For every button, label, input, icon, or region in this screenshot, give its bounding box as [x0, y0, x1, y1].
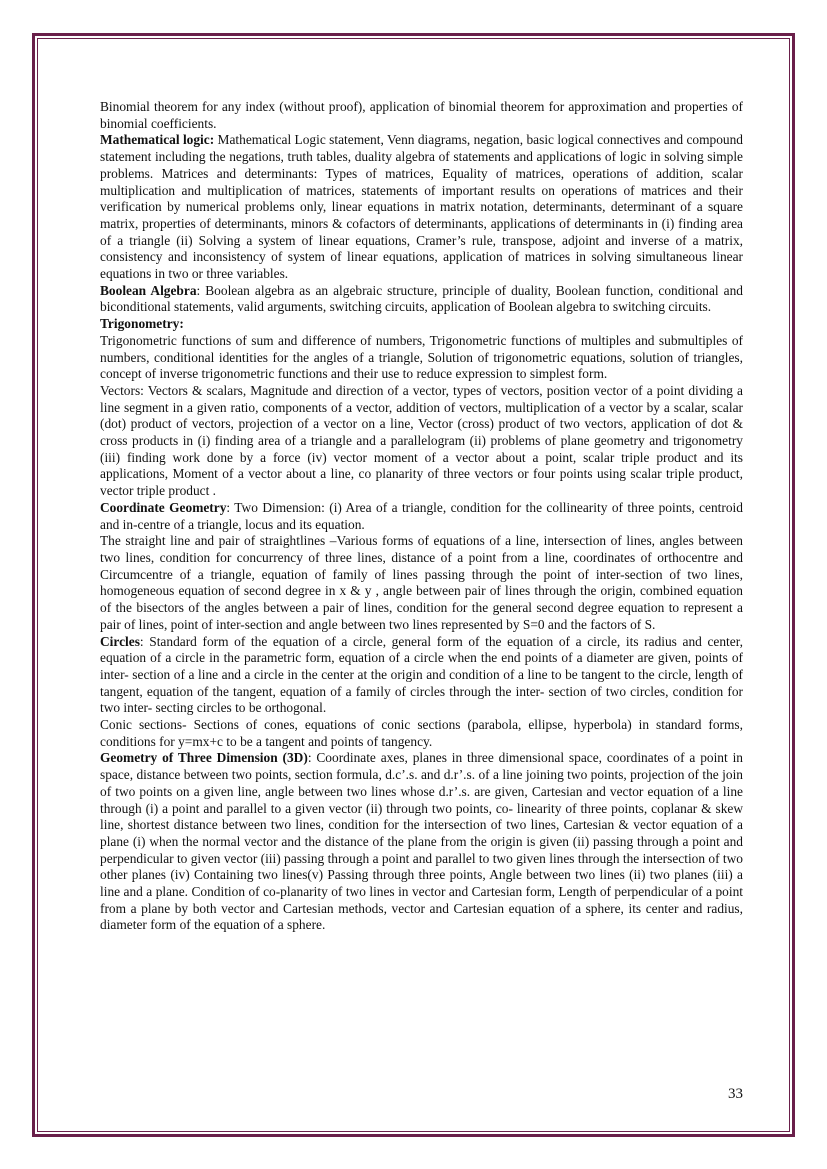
paragraph-vectors: Vectors: Vectors & scalars, Magnitude and direction of a vector, types of vectors, position vector of a point dividing a line segment in a given ratio, components of a vector, addition of vectors, multiplication of a vector by a scalar, scalar (dot) product of vectors, projection of a vector on a line, Vector (cross) product of two vectors, application of dot & cross products in (i) finding area of a triangle and a parallelogram (ii) problems of plane geometry and trigonometry (iii) finding work done by a force (iv) vector moment of a vector about a point, scalar triple product and its applications, Moment of a vector about a line, co planarity of three vectors or four points using scalar triple product, vector triple product .	[100, 382, 743, 499]
paragraph-boolean-algebra: Boolean Algebra: Boolean algebra as an algebraic structure, principle of duality, Boolean function, conditional and biconditional statements, valid arguments, switching circuits, application of Boolean algebra to switching circuits.	[100, 282, 743, 315]
page-number: 33	[728, 1086, 743, 1102]
heading-mathematical-logic: Mathematical logic:	[100, 132, 215, 148]
paragraph-coordinate-geometry: Coordinate Geometry: Two Dimension: (i) Area of a triangle, condition for the collinearity of three points, centroid and in-centre of a triangle, locus and its equation.	[100, 499, 743, 532]
heading-geometry-3d: Geometry of Three Dimension (3D)	[100, 750, 308, 766]
paragraph-trigonometry: Trigonometric functions of sum and difference of numbers, Trigonometric functions of multiples and submultiples of numbers, conditional identities for the angles of a triangle, Solution of trigonometric equations, solution of triangles, concept of inverse trigonometric functions and their use to reduce expression to simplest form.	[100, 332, 743, 382]
syllabus-text	[100, 99, 743, 934]
paragraph-trigonometry-heading	[100, 316, 743, 333]
paragraph-conic-sections: Conic sections- Sections of cones, equations of conic sections (parabola, ellipse, hyperbola) in standard forms, conditions for y=mx+c to be a tangent and points of tangency.	[100, 717, 743, 749]
paragraph-binomial: Binomial theorem for any index (without proof), application of binomial theorem for approximation and properties of binomial coefficients.	[100, 99, 743, 131]
heading-trigonometry: Trigonometry:	[100, 316, 184, 332]
paragraph-straight-lines: The straight line and pair of straightlines –Various forms of equations of a line, intersection of lines, angles between two lines, condition for concurrency of three lines, distance of a point from a line, coordinates of orthocentre and Circumcentre of a triangle, equation of family of lines passing through the point of inter-section of two lines, homogeneous equation of second degree in x & y , angle between pair of lines through the origin, combined equation of the bisectors of the angles between a pair of lines, condition for the general second degree equation to represent a pair of lines, point of inter-section and angle between two lines represented by S=0 and the factors of S.	[100, 533, 743, 632]
paragraph-circles: Circles: Standard form of the equation of a circle, general form of the equation of a circle, its radius and center, equation of a circle in the parametric form, equation of a circle when the end points of a diameter are given, points of inter- section of a line and a circle in the center at the origin and condition of a line to be tangent to the circle, length of tangent, equation of the tangent, equation of a family of circles through the inter- section of two circles, condition for two inter- secting circles to be orthogonal.	[100, 633, 743, 716]
heading-circles: Circles	[100, 633, 140, 649]
paragraph-geometry-3d: Geometry of Three Dimension (3D): Coordinate axes, planes in three dimensional space, coordinates of a point in space, distance between two points, section formula, d.c’.s. and d.r’.s. of a line joining two points, projection of the join of two points on a given line, angle between two lines whose d.r’.s. are given, Cartesian and vector equation of a line through (i) a point and parallel to a given vector (ii) through two points, co- linearity of three points, coplanar & skew line, shortest distance between two lines, condition for the intersection of two lines, Cartesian & vector equation of a plane (i) when the normal vector and the distance of the plane from the origin is given (ii) passing through a point and perpendicular to given vector (iii) passing through a point and parallel to two given lines through the intersection of two other planes (iv) Containing two lines(v) Passing through three points, Angle between two lines (ii) two planes (iii) a line and a plane. Condition of co-planarity of two lines in vector and Cartesian form, Length of perpendicular of a point from a plane by both vector and Cartesian methods, vector and Cartesian equation of a sphere, its center and radius, diameter form of the equation of a sphere.	[100, 750, 743, 933]
paragraph-mathematical-logic: Mathematical logic: Mathematical Logic statement, Venn diagrams, negation, basic logical connectives and compound statement including the negations, truth tables, duality algebra of statements and applications of logic in solving simple problems. Matrices and determinants: Types of matrices, Equality of matrices, operations of addition, scalar multiplication and multiplication of matrices, statements of important results on operations of matrices and their verification by numerical problems only, linear equations in matrix notation, determinants, determinant of a square matrix, properties of determinants, minors & cofactors of determinants, applications of determinants in (i) finding area of a triangle (ii) Solving a system of linear equations, Cramer’s rule, transpose, adjoint and inverse of a matrix, consistency and inconsistency of system of linear equations, application of matrices in solving simultaneous linear equations in two or three variables.	[100, 132, 743, 282]
heading-coordinate-geometry: Coordinate Geometry	[100, 499, 227, 515]
heading-boolean-algebra: Boolean Algebra	[100, 282, 197, 298]
